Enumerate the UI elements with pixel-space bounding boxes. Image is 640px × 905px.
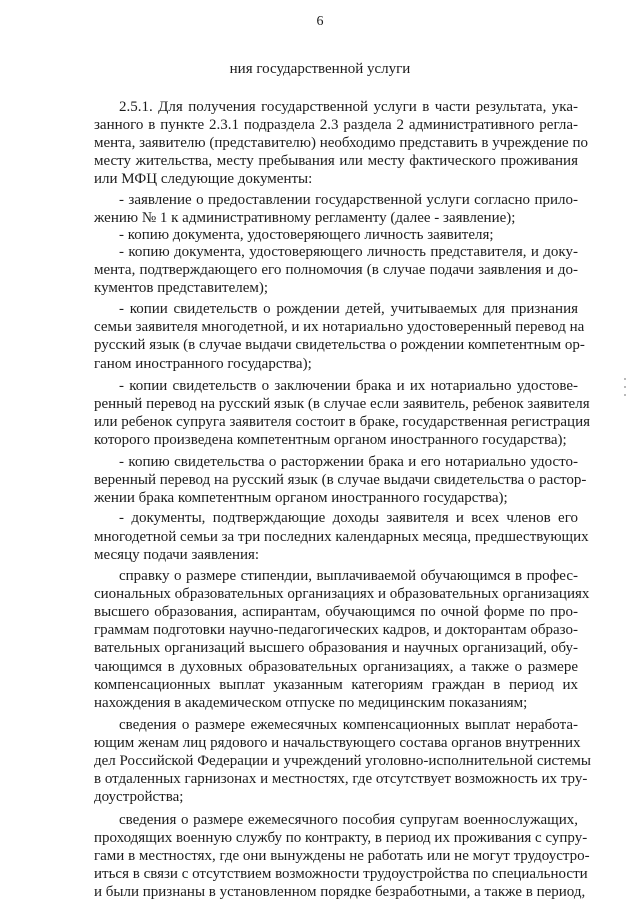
text-line: веренный перевод на русский язык (в случае выдачи свидетельства о растор- bbox=[94, 471, 587, 488]
scan-artifact bbox=[624, 394, 626, 396]
text-line: чающимся в духовных образовательных организациях, а также о размере bbox=[94, 658, 578, 675]
text-line: ганом иностранного государства); bbox=[94, 355, 312, 372]
text-line: - копии свидетельств о заключении брака и их нотариально удостове- bbox=[119, 377, 578, 394]
text-line: русский язык (в случае выдачи свидетельства о рождении компетентным ор- bbox=[94, 337, 585, 354]
section-heading-continuation: ния государственной услуги bbox=[229, 61, 411, 77]
text-line: дел Российской Федерации и учреждений уголовно-исполнительной системы bbox=[94, 753, 591, 770]
text-line: 2.5.1. Для получения государственной услуги в части результата, ука- bbox=[119, 99, 578, 115]
text-line: месяцу подачи заявления: bbox=[94, 546, 260, 563]
text-line: которого произведена компетентным органом иностранного государства); bbox=[94, 432, 567, 449]
text-line: компенсационных выплат указанным категориям граждан в период их bbox=[94, 676, 578, 693]
text-line: вательных организаций высшего образования и научных организаций, обу- bbox=[94, 640, 578, 657]
text-line: нахождения в академическом отпуске по медицинским показаниям; bbox=[94, 694, 528, 711]
text-line: доустройства; bbox=[94, 789, 184, 806]
scan-artifact bbox=[624, 386, 626, 388]
text-line: гами в местностях, где они вынуждены не работать или не могут трудоустро- bbox=[94, 847, 590, 864]
text-line: - заявление о предоставлении государственной услуги согласно прило- bbox=[119, 192, 578, 208]
text-line: или МФЦ следующие документы: bbox=[94, 171, 313, 188]
text-line: - копию свидетельства о расторжении брака и его нотариально удосто- bbox=[119, 453, 578, 470]
text-line: жению № 1 к административному регламенту (далее - заявление); bbox=[94, 210, 516, 226]
text-line: - копии свидетельств о рождении детей, учитываемых для признания bbox=[119, 301, 578, 318]
text-line: высшего образования, аспирантам, обучающимся по очной форме по про- bbox=[94, 604, 578, 621]
text-line: - документы, подтверждающие доходы заявителя и всех членов его bbox=[119, 510, 578, 527]
text-line: занного в пункте 2.3.1 подраздела 2.3 раздела 2 административного регла- bbox=[94, 117, 578, 134]
text-line: граммам подготовки научно-педагогических кадров, и докторантам образо- bbox=[94, 622, 578, 639]
text-line: - копию документа, удостоверяющего личность представителя, и доку- bbox=[119, 243, 578, 260]
text-line: в отдаленных гарнизонах и местностях, где отсутствует возможность их тру- bbox=[94, 771, 588, 788]
text-line: месту жительства, месту пребывания или месту фактического проживания bbox=[94, 153, 578, 170]
text-line: или ребенок супруга заявителя состоит в браке, государственная регистрация bbox=[94, 414, 590, 430]
text-line: и были признаны в установленном порядке безработными, а также в период, bbox=[94, 884, 586, 900]
text-line: жении брака компетентным органом иностранного государства); bbox=[94, 489, 508, 506]
text-line: справку о размере стипендии, выплачиваемой обучающимся в профес- bbox=[119, 568, 578, 585]
text-line: ющим женам лиц рядового и начальствующего состава органов внутренних bbox=[94, 735, 581, 752]
text-line: проходящих военную службу по контракту, в период их проживания с супру- bbox=[94, 829, 588, 846]
page-number: 6 bbox=[316, 14, 324, 29]
text-line: мента, подтверждающего его полномочия (в случае подачи заявления и до- bbox=[94, 261, 578, 278]
scan-artifact bbox=[624, 378, 626, 380]
text-line: мента, заявителю (представителю) необходимо представить в учреждение по bbox=[94, 135, 588, 152]
text-line: сиональных образовательных организациях и образовательных организациях bbox=[94, 586, 590, 603]
text-line: семьи заявителя многодетной, и их нотариально удостоверенный перевод на bbox=[94, 319, 585, 336]
text-line: иться в связи с отсутствием возможности трудоустройства по специальности bbox=[94, 865, 588, 882]
text-line: - копию документа, удостоверяющего личность заявителя; bbox=[119, 227, 494, 244]
text-line: сведения о размере ежемесячных компенсационных выплат неработа- bbox=[119, 717, 578, 733]
text-line: многодетной семьи за три последних календарных месяца, предшествующих bbox=[94, 528, 589, 545]
text-line: сведения о размере ежемесячного пособия супругам военнослужащих, bbox=[119, 811, 578, 828]
text-line: кументов представителем); bbox=[94, 279, 269, 296]
text-line: ренный перевод на русский язык (в случае если заявитель, ребенок заявителя bbox=[94, 396, 590, 412]
